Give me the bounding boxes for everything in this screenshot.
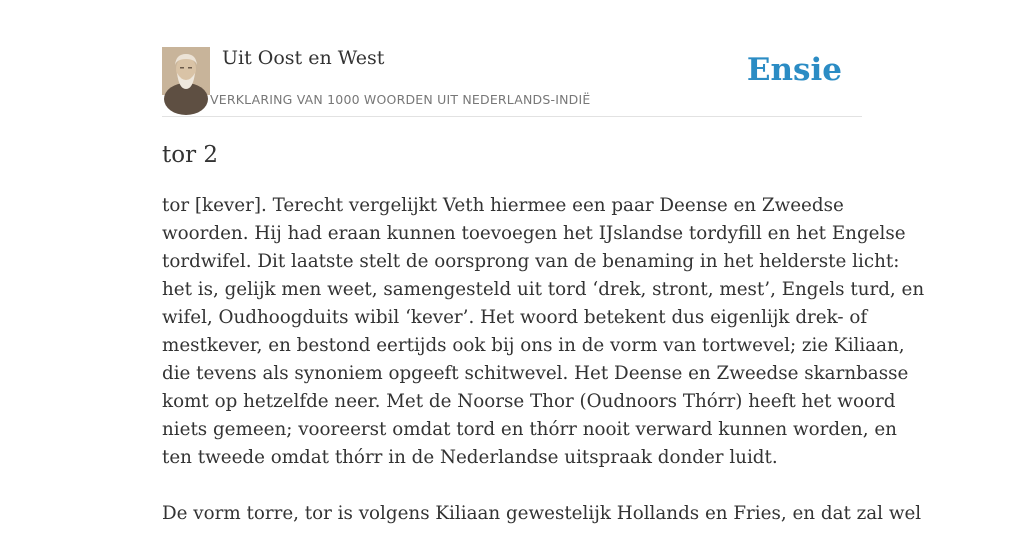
entry-paragraph-2 (162, 500, 922, 528)
entry-body (162, 192, 925, 556)
text-line: mestkever, en bestond eertijds ook bij ons in de vorm van tortwevel; zie Kiliaan, (162, 335, 905, 356)
text-line: woorden. Hij had eraan kunnen toevoegen het IJslandse tordyfill en het Engelse (162, 223, 906, 244)
text-line: De vorm torre, tor is volgens Kiliaan gewestelijk Hollands en Fries, en dat zal wel (162, 503, 922, 524)
text-line: niets gemeen; vooreerst omdat tord en thórr nooit verward kunnen worden, en (162, 419, 897, 440)
text-line: het is, gelijk men weet, samengesteld uit tord ‘drek, stront, mest’, Engels turd, en (162, 279, 925, 300)
book-title[interactable]: Uit Oost en West (222, 47, 385, 69)
site-header (162, 46, 862, 117)
entry-paragraph-1 (162, 192, 925, 472)
entry-title: tor 2 (162, 142, 219, 168)
ensie-logo[interactable]: Ensie (746, 52, 842, 88)
text-line: die tevens als synoniem opgeeft schitwevel. Het Deense en Zweedse skarnbasse (162, 363, 909, 384)
text-line: komt op hetzelfde neer. Met de Noorse Thor (Oudnoors Thórr) heeft het woord (162, 391, 896, 412)
text-line: tordwifel. Dit laatste stelt de oorsprong van de benaming in het helderste licht: (162, 251, 900, 272)
author-portrait-image (162, 47, 210, 95)
text-line: tor [kever]. Terecht vergelijkt Veth hiermee een paar Deense en Zweedse (162, 195, 844, 216)
author-portrait-icon[interactable] (162, 47, 210, 95)
text-line: ten tweede omdat thórr in de Nederlandse uitspraak donder luidt. (162, 447, 778, 468)
text-line: wifel, Oudhoogduits wibil ‘kever’. Het woord betekent dus eigenlijk drek- of (162, 307, 868, 328)
book-subtitle[interactable]: VERKLARING VAN 1000 WOORDEN UIT NEDERLANDS-INDIË (210, 92, 591, 107)
